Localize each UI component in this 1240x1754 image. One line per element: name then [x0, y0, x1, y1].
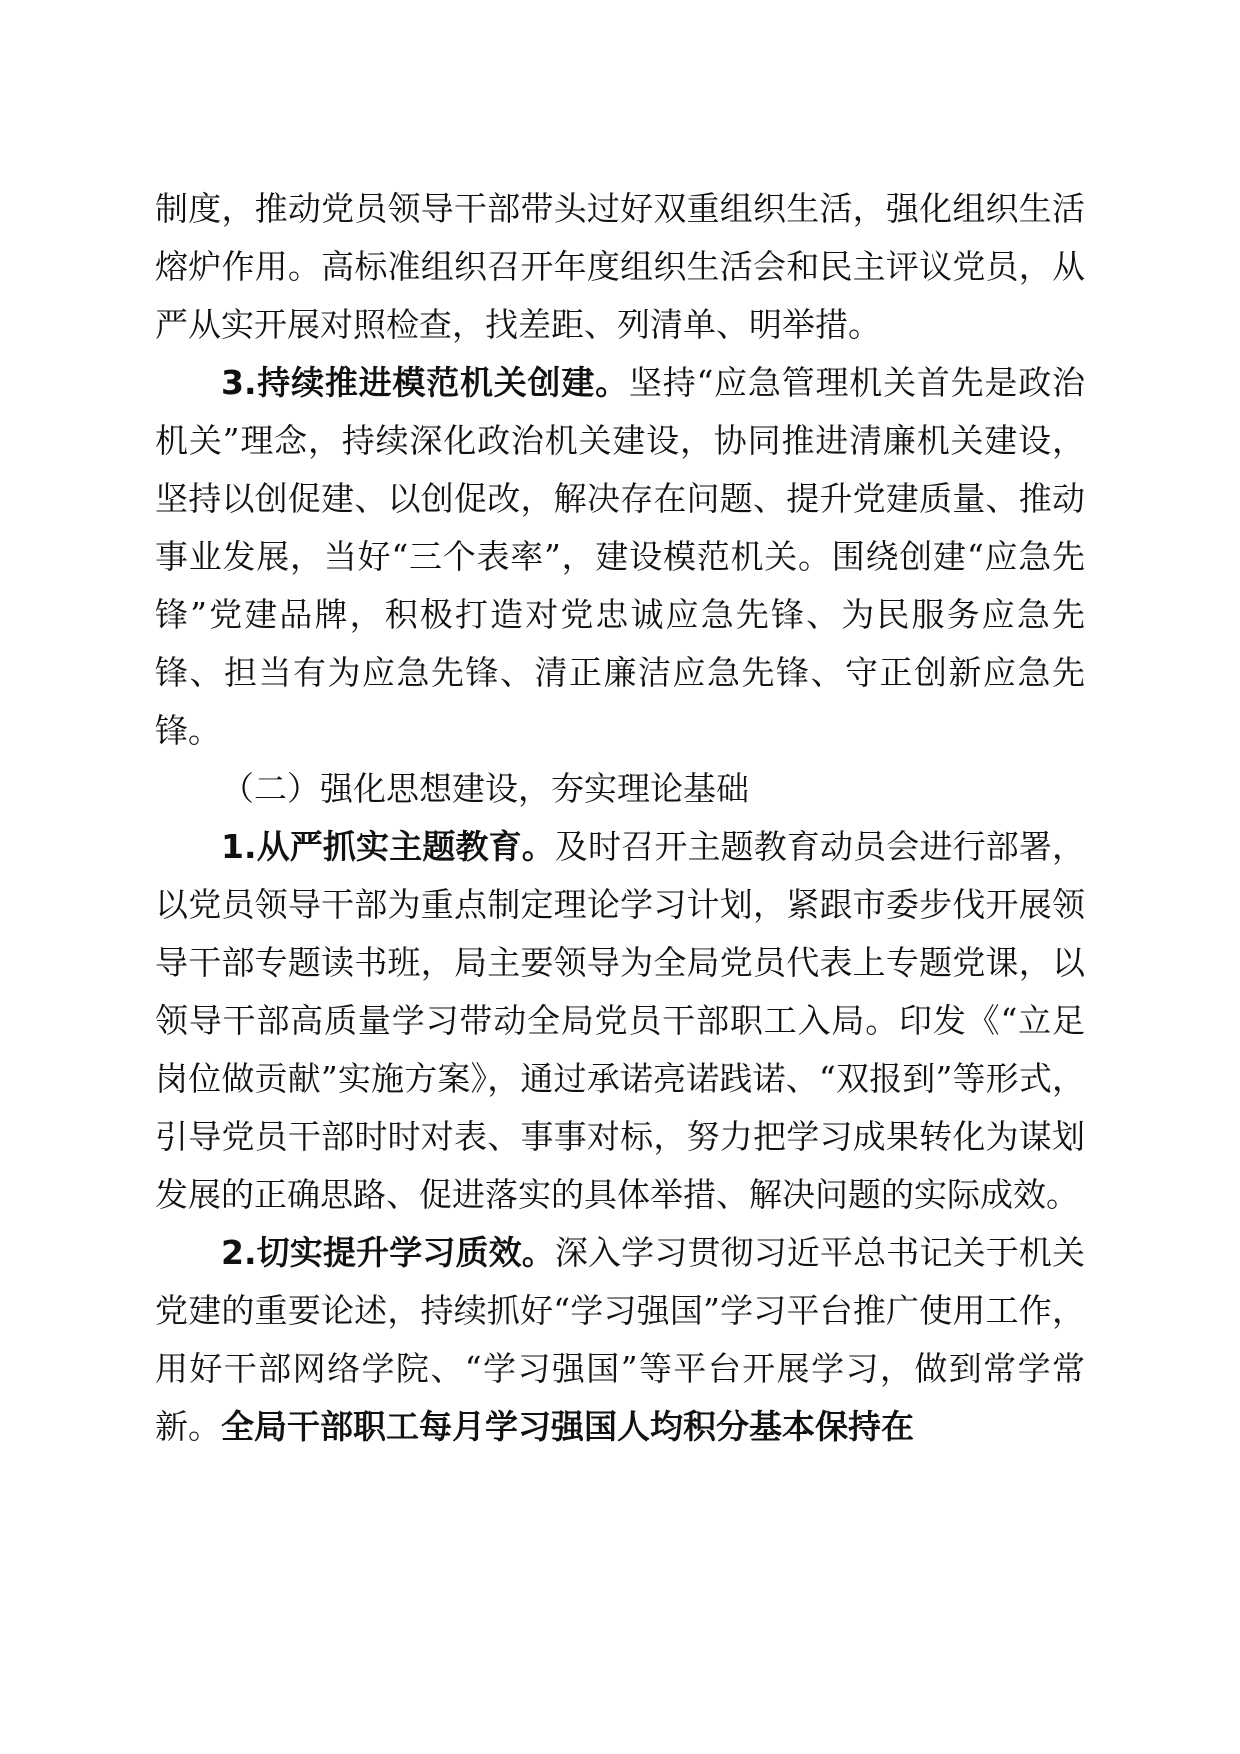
paragraph-theme-education: [155, 818, 1085, 1224]
paragraph-model-organ: [155, 354, 1085, 760]
paragraph-text: 坚持“应急管理机关首先是政治机关”理念，持续深化政治机关建设，协同推进清廉机关建设，坚持以创促建、以创促改，解决存在问题、提升党建质量、推动事业发展，当好“三个表率”，建设模范机关。围绕创建“应急先锋”党建品牌，积极打造对党忠诚应急先锋、为民服务应急先锋、担当有为应急先锋、清正廉洁应急先锋、守正创新应急先锋。: [155, 363, 1085, 750]
paragraph-study-quality: [155, 1224, 1085, 1456]
paragraph-text: 制度，推动党员领导干部带头过好双重组织生活，强化组织生活熔炉作用。高标准组织召开年度组织生活会和民主评议党员，从严从实开展对照检查，找差距、列清单、明举措。: [155, 189, 1085, 344]
paragraph-text: 深入学习贯彻习近平总书记关于机关党建的重要论述，持续抓好“学习强国”学习平台推广使用工作，用好干部网络学院、“学习强国”等平台开展学习，做到常学常新。: [155, 1233, 1086, 1446]
section-heading-text: （二）强化思想建设，夯实理论基础: [221, 769, 749, 808]
paragraph-lead-bold: 3.持续推进模范机关创建。: [221, 363, 629, 402]
section-heading: [155, 760, 1085, 818]
document-body: [155, 180, 1085, 1456]
paragraph-continuation: [155, 180, 1085, 354]
paragraph-text: 及时召开主题教育动员会进行部署，以党员领导干部为重点制定理论学习计划，紧跟市委步伐开展领导干部专题读书班，局主要领导为全局党员代表上专题党课，以领导干部高质量学习带动全局党员干部职工入局。印发《“立足岗位做贡献”实施方案》，通过承诺亮诺践诺、“双报到”等形式，引导党员干部时时对表、事事对标，努力把学习成果转化为谋划发展的正确思路、促进落实的具体举措、解决问题的实际成效。: [155, 827, 1086, 1214]
paragraph-tail-bold: 全局干部职工每月学习强国人均积分基本保持在: [221, 1407, 914, 1446]
paragraph-lead-bold: 1.从严抓实主题教育。: [221, 827, 555, 866]
paragraph-lead-bold: 2.切实提升学习质效。: [221, 1233, 555, 1272]
